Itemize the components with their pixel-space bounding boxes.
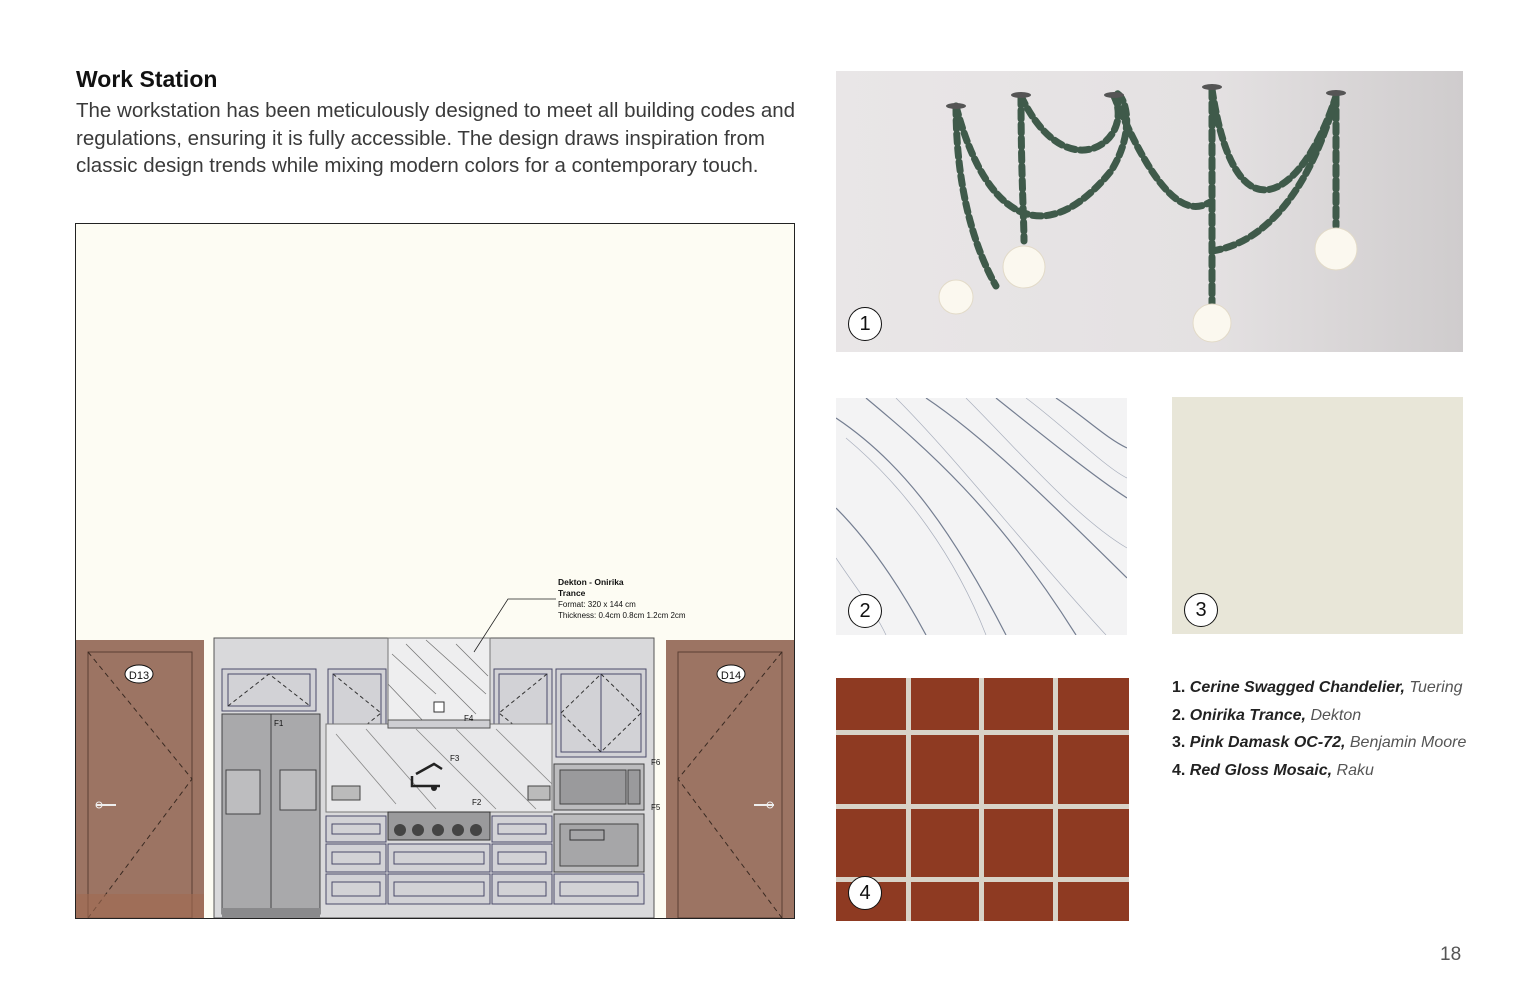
tag-f6: F6 bbox=[651, 758, 661, 767]
badge-3: 3 bbox=[1184, 593, 1218, 627]
kitchen-elevation-drawing bbox=[75, 223, 795, 919]
paint-swatch bbox=[1172, 397, 1463, 634]
legend-name: Red Gloss Mosaic, bbox=[1189, 761, 1333, 779]
callout-thickness: Thickness: 0.4cm 0.8cm 1.2cm 2cm bbox=[558, 611, 686, 620]
page-title: Work Station bbox=[76, 66, 218, 92]
door-right-tag: D14 bbox=[720, 670, 742, 682]
legend-name: Pink Damask OC-72, bbox=[1189, 734, 1346, 751]
door-left-tag: D13 bbox=[128, 670, 150, 682]
legend-brand: Raku bbox=[1336, 761, 1374, 779]
tile-swatch bbox=[836, 678, 1129, 921]
marble-veins bbox=[836, 398, 1127, 635]
legend-item bbox=[1172, 674, 1492, 702]
materials-legend bbox=[1172, 674, 1492, 784]
legend-number: 4. bbox=[1172, 761, 1186, 779]
callout-title-1: Dekton - Onirika bbox=[558, 577, 624, 587]
legend-number: 3. bbox=[1172, 734, 1186, 751]
chandelier-photo bbox=[836, 71, 1463, 352]
tag-f5: F5 bbox=[651, 803, 661, 812]
tag-f1: F1 bbox=[274, 719, 284, 728]
legend-number: 2. bbox=[1172, 706, 1186, 724]
tag-f4: F4 bbox=[464, 714, 474, 723]
chandelier-illustration bbox=[836, 71, 1463, 352]
badge-4: 4 bbox=[848, 876, 882, 910]
page-description: The workstation has been meticulously designed to meet all building codes and regulations, ensuring it is fully accessible. The design draws inspiration from classic design trends while mixing modern colors for a contemporary touch. bbox=[76, 99, 796, 177]
cabinetry bbox=[214, 638, 654, 918]
callout-title-2: Trance bbox=[558, 588, 586, 598]
legend-brand: Benjamin Moore bbox=[1349, 734, 1467, 751]
legend-brand: Tuering bbox=[1409, 679, 1463, 696]
door-left bbox=[76, 640, 204, 918]
badge-2: 2 bbox=[848, 594, 882, 628]
legend-item bbox=[1172, 702, 1492, 730]
legend-number: 1. bbox=[1172, 679, 1186, 696]
legend-item bbox=[1172, 757, 1492, 785]
legend-brand: Dekton bbox=[1310, 706, 1362, 724]
legend-item bbox=[1172, 729, 1492, 757]
tag-f2: F2 bbox=[472, 798, 482, 807]
marble-swatch bbox=[836, 398, 1127, 635]
door-right bbox=[666, 640, 794, 918]
legend-name: Cerine Swagged Chandelier, bbox=[1189, 679, 1405, 696]
tag-f3: F3 bbox=[450, 754, 460, 763]
legend-name: Onirika Trance, bbox=[1189, 706, 1306, 724]
badge-1: 1 bbox=[848, 307, 882, 341]
callout-format: Format: 320 x 144 cm bbox=[558, 600, 636, 609]
page-number: 18 bbox=[1440, 944, 1462, 965]
